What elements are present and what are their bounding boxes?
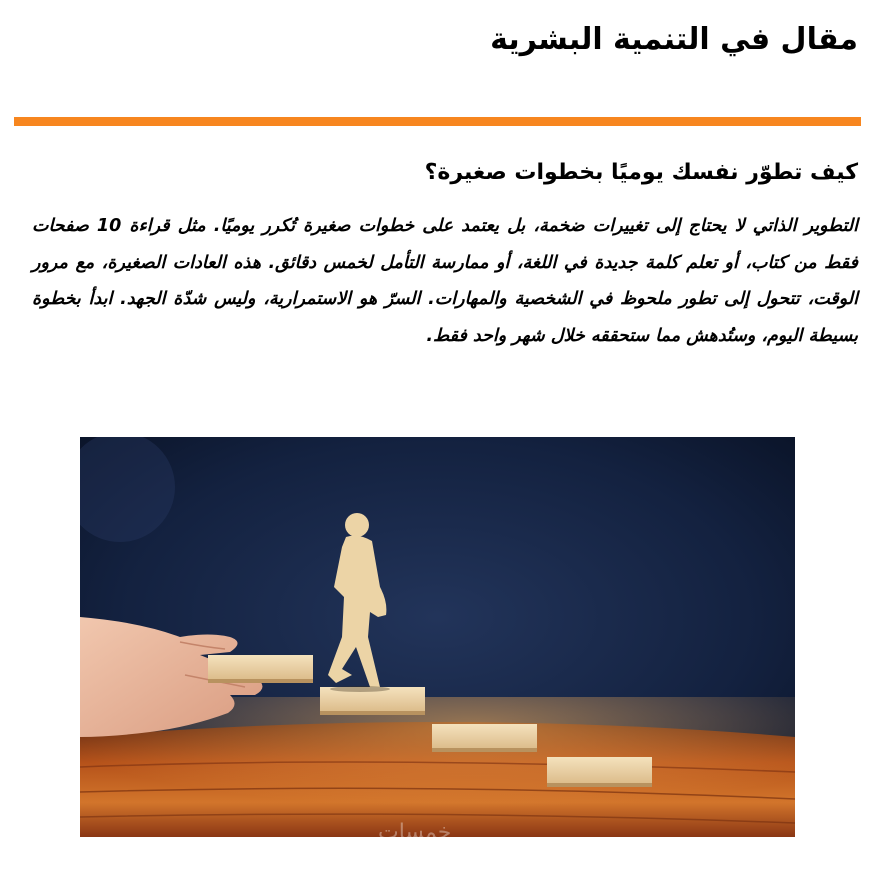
orange-divider — [14, 117, 861, 126]
article-image — [80, 437, 795, 837]
article-paragraph: التطوير الذاتي لا يحتاج إلى تغييرات ضخمة، بل يعتمد على خطوات صغيرة تُكرر يوميًا. مثل قراءة 10 صفحات فقط من كتاب، أو تعلم كلمة جديدة في اللغة، أو ممارسة التأمل لخمس دقائق. هذه العادات الصغيرة، مع مرور الوقت، تتحول إلى تطور ملحوظ في الشخصية والمهارات. السرّ هو الاستمرارية، وليس شدّة الجهد. ابدأ بخطوة بسيطة اليوم، وستُدهش مما ستحققه خلال شهر واحد فقط. — [32, 216, 858, 346]
figure-shadow — [330, 686, 390, 692]
article-subtitle: كيف تطوّر نفسك يوميًا بخطوات صغيرة؟ — [424, 160, 858, 185]
wooden-step-1 — [208, 655, 313, 683]
page-title: مقال في التنمية البشرية — [490, 22, 858, 57]
wooden-step-3 — [432, 724, 537, 752]
wooden-step-4 — [547, 757, 652, 787]
watermark-text: خمسات — [378, 820, 452, 845]
